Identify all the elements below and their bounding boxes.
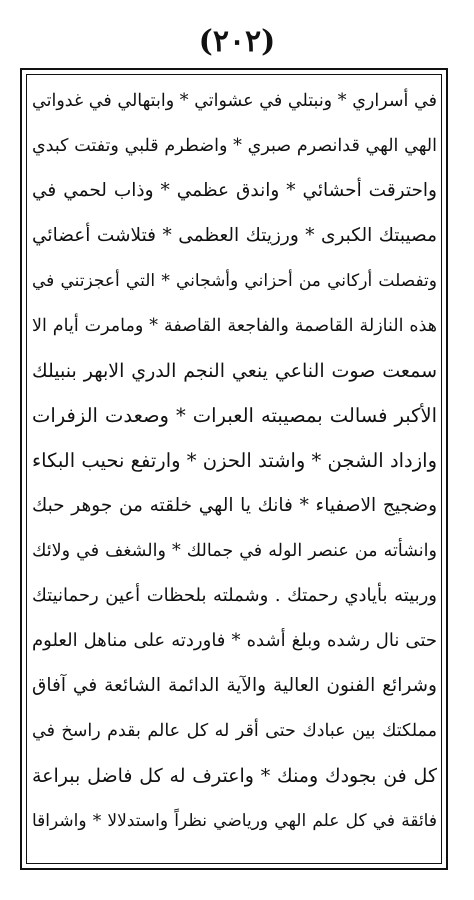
text-line: وضجيج الاصفياء * فانك يا الهي خلقته من جوهر حبك bbox=[32, 495, 437, 516]
text-line: وشرائع الفنون العالية والآية الدائمة الشائعة في آفاق bbox=[32, 675, 437, 696]
text-line: فائقة في كل علم الهي ورياضي نظراً واستدلالا * واشراقا bbox=[32, 811, 437, 831]
text-line: وازداد الشجن * واشتد الحزن * وارتفع نحيب البكاء bbox=[32, 449, 437, 472]
text-line: مملكتك بين عبادك حتى أقر له كل عالم بقدم راسخ في bbox=[32, 721, 437, 741]
text-line: الأكبر فسالت بمصيبته العبرات * وصعدت الزفرات bbox=[32, 404, 437, 427]
text-line: واحترقت أحشائي * واندق عظمي * وذاب لحمي في bbox=[32, 180, 437, 201]
text-line: وانشأته من عنصر الوله في جمالك * والشغف في ولائك bbox=[32, 541, 437, 561]
text-line: حتى نال رشده وبلغ أشده * فاوردته على مناهل العلوم bbox=[32, 630, 437, 651]
text-line: وتفصلت أركاني من أحزاني وأشجاني * التي أعجزتني في bbox=[32, 271, 437, 291]
text-block bbox=[32, 82, 437, 862]
page-number: (٢٠٢) bbox=[198, 24, 276, 59]
text-line: الهي الهي قدانصرم صبري * واضطرم قلبي وتفتت كبدي bbox=[32, 136, 437, 156]
text-line: مصيبتك الكبرى * ورزيتك العظمى * فتلاشت أعضائي bbox=[32, 225, 437, 246]
text-line: كل فن بجودك ومنك * واعترف له كل فاضل ببراعة bbox=[32, 765, 437, 787]
text-line: وربيته بأيادي رحمتك . وشملته بلحظات أعين رحمانيتك bbox=[32, 585, 437, 606]
text-line: سمعت صوت الناعي ينعي النجم الدري الابهر بنبيلك bbox=[32, 360, 437, 382]
text-line: هذه النازلة القاصمة والفاجعة القاصفة * ومامرت أيام الا bbox=[32, 316, 437, 336]
text-line: في أسراري * ونبتلي في عشواتي * وابتهالي في غدواتي bbox=[32, 91, 437, 111]
